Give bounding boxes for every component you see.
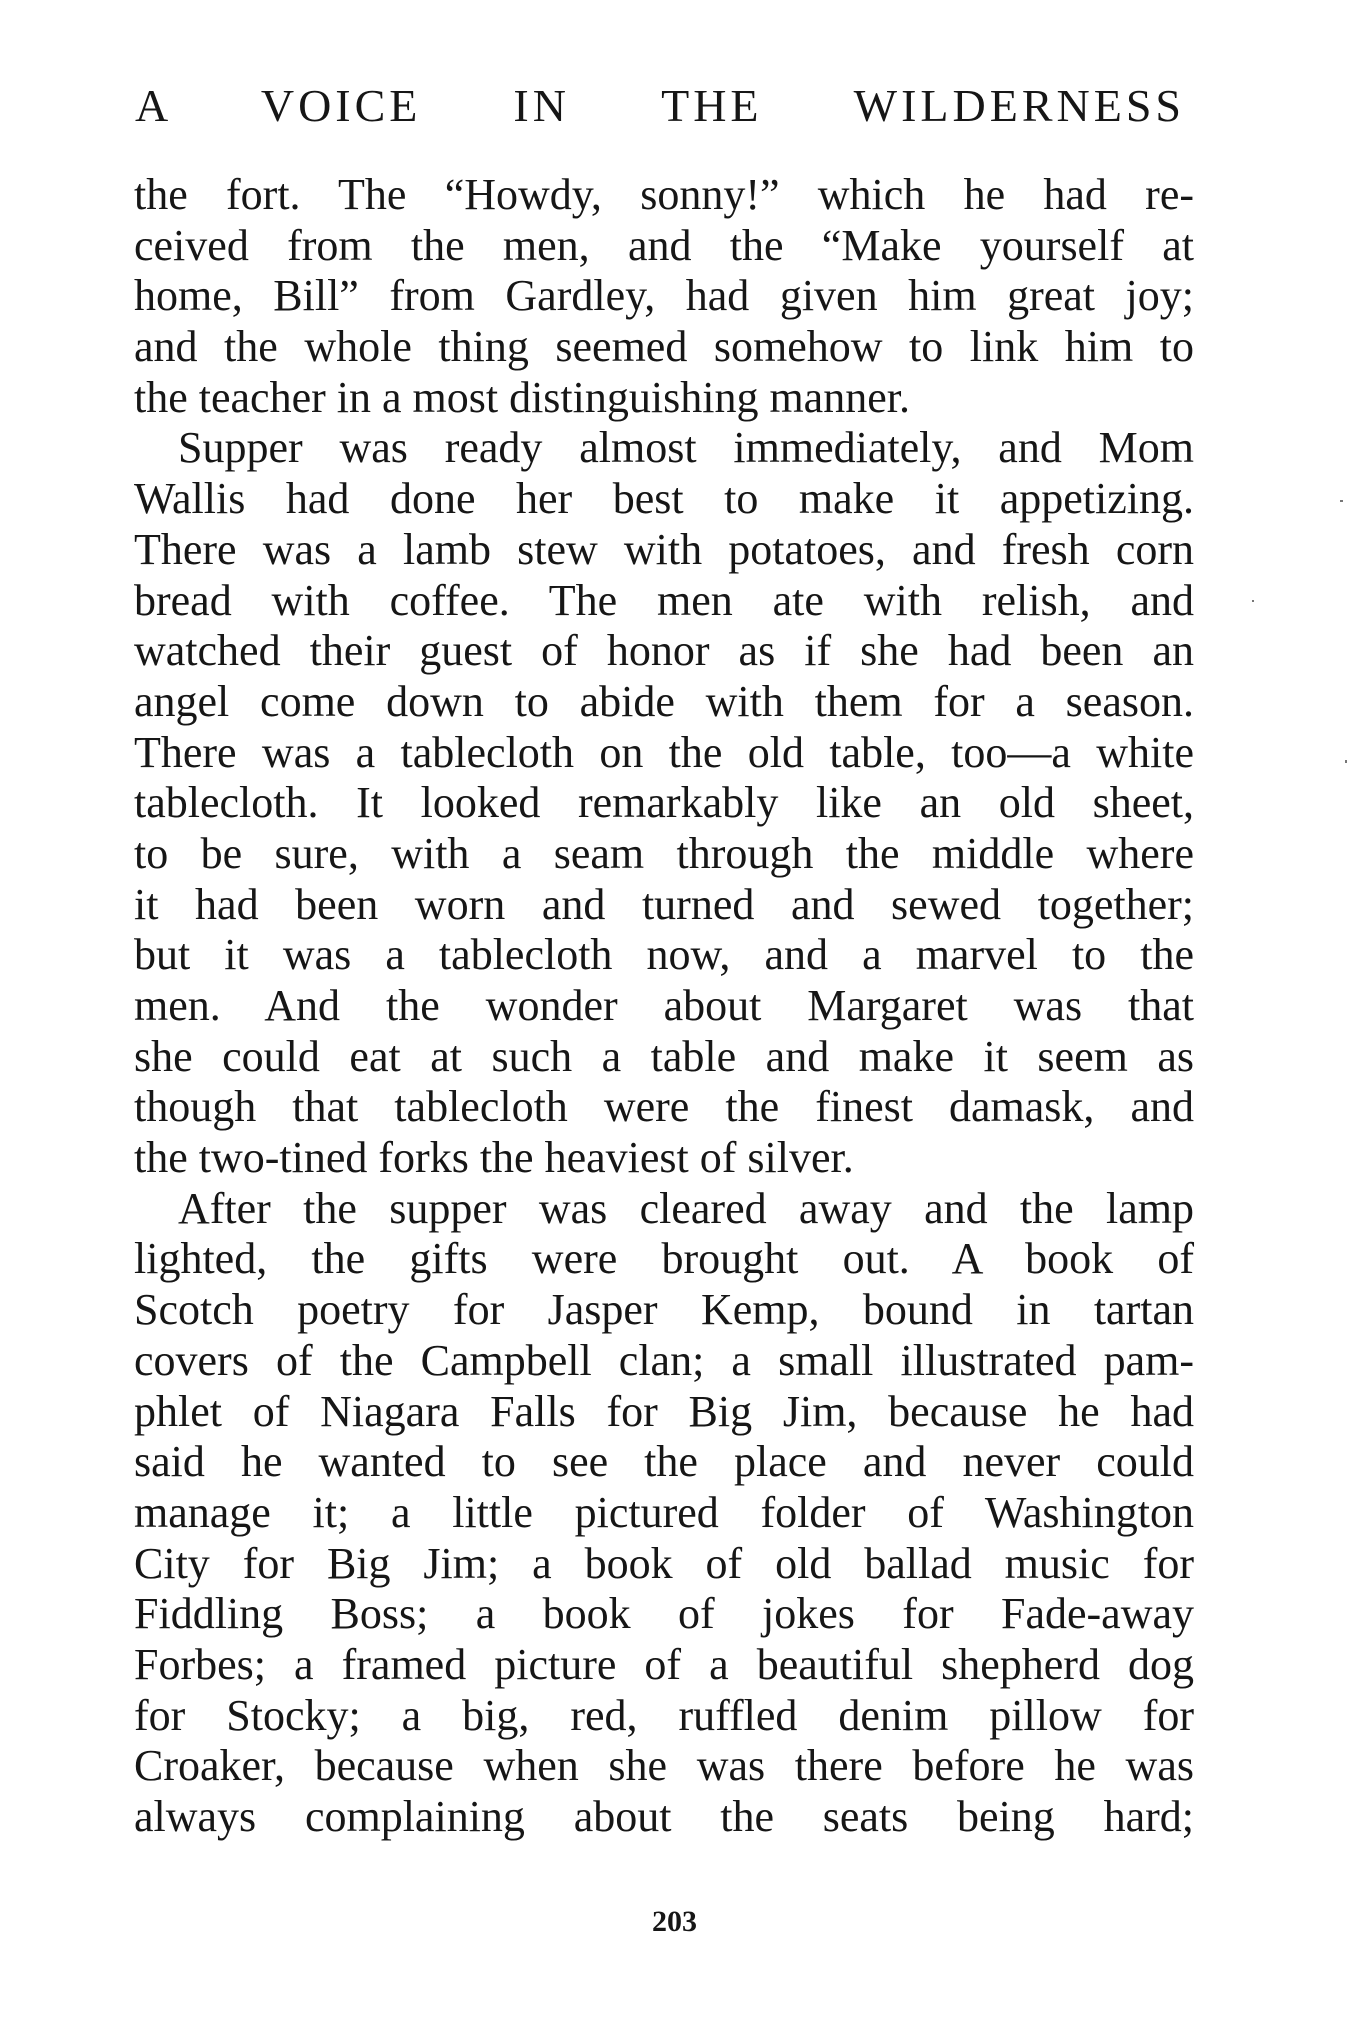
text-line: and the whole thing seemed somehow to link him to — [134, 322, 1194, 372]
text-line: bread with coffee. The men ate with relish, and — [134, 575, 1194, 625]
text-line: the fort. The “Howdy, sonny!” which he had re- — [134, 170, 1194, 219]
text-line: Forbes; a framed picture of a beautiful shepherd dog — [134, 1639, 1194, 1689]
text-line: After the supper was cleared away and the lamp — [178, 1183, 1194, 1233]
text-line: Supper was ready almost immediately, and Mom — [178, 423, 1194, 473]
text-line: Croaker, because when she was there before he was — [134, 1741, 1194, 1791]
text-line: watched their guest of honor as if she had been an — [134, 626, 1194, 676]
text-line: phlet of Niagara Falls for Big Jim, because he had — [134, 1386, 1194, 1436]
text-line: for Stocky; a big, red, ruffled denim pillow for — [134, 1690, 1194, 1740]
text-line: Scotch poetry for Jasper Kemp, bound in tartan — [134, 1285, 1194, 1335]
text-line: the two-tined forks the heaviest of silver. — [134, 1133, 854, 1183]
text-line: home, Bill” from Gardley, had given him great joy; — [134, 271, 1194, 321]
text-line: ceived from the men, and the “Make yourself at — [134, 220, 1194, 270]
text-line: she could eat at such a table and make it seem as — [134, 1031, 1194, 1081]
text-line: tablecloth. It looked remarkably like an old sheet, — [134, 778, 1194, 828]
text-line: but it was a tablecloth now, and a marvel to the — [134, 930, 1194, 980]
scan-speck — [1252, 600, 1254, 602]
text-line: said he wanted to see the place and never could — [134, 1437, 1194, 1487]
text-line: There was a tablecloth on the old table, too—a white — [134, 727, 1194, 777]
text-line: Fiddling Boss; a book of jokes for Fade-away — [134, 1589, 1194, 1639]
text-line: City for Big Jim; a book of old ballad music for — [134, 1538, 1194, 1588]
text-line: men. And the wonder about Margaret was that — [134, 981, 1194, 1030]
scan-speck — [1340, 500, 1343, 502]
text-line: lighted, the gifts were brought out. A book of — [134, 1234, 1194, 1284]
text-line: covers of the Campbell clan; a small illustrated pam- — [134, 1335, 1194, 1385]
text-line: the teacher in a most distinguishing manner. — [134, 372, 910, 422]
text-line: There was a lamb stew with potatoes, and fresh corn — [134, 524, 1194, 574]
running-title: A VOICE IN THE WILDERNESS — [135, 80, 1185, 131]
body-text — [134, 170, 1194, 1843]
text-line: though that tablecloth were the finest damask, and — [134, 1082, 1194, 1132]
text-line: it had been worn and turned and sewed together; — [134, 879, 1194, 929]
text-line: Wallis had done her best to make it appetizing. — [134, 474, 1194, 524]
page-number: 203 — [652, 1905, 697, 1938]
text-line: always complaining about the seats being hard; — [134, 1792, 1194, 1841]
scan-speck — [1345, 760, 1347, 763]
text-line: angel come down to abide with them for a season. — [134, 676, 1194, 726]
text-line: to be sure, with a seam through the middle where — [134, 828, 1194, 878]
text-line: manage it; a little pictured folder of Washington — [134, 1487, 1194, 1537]
